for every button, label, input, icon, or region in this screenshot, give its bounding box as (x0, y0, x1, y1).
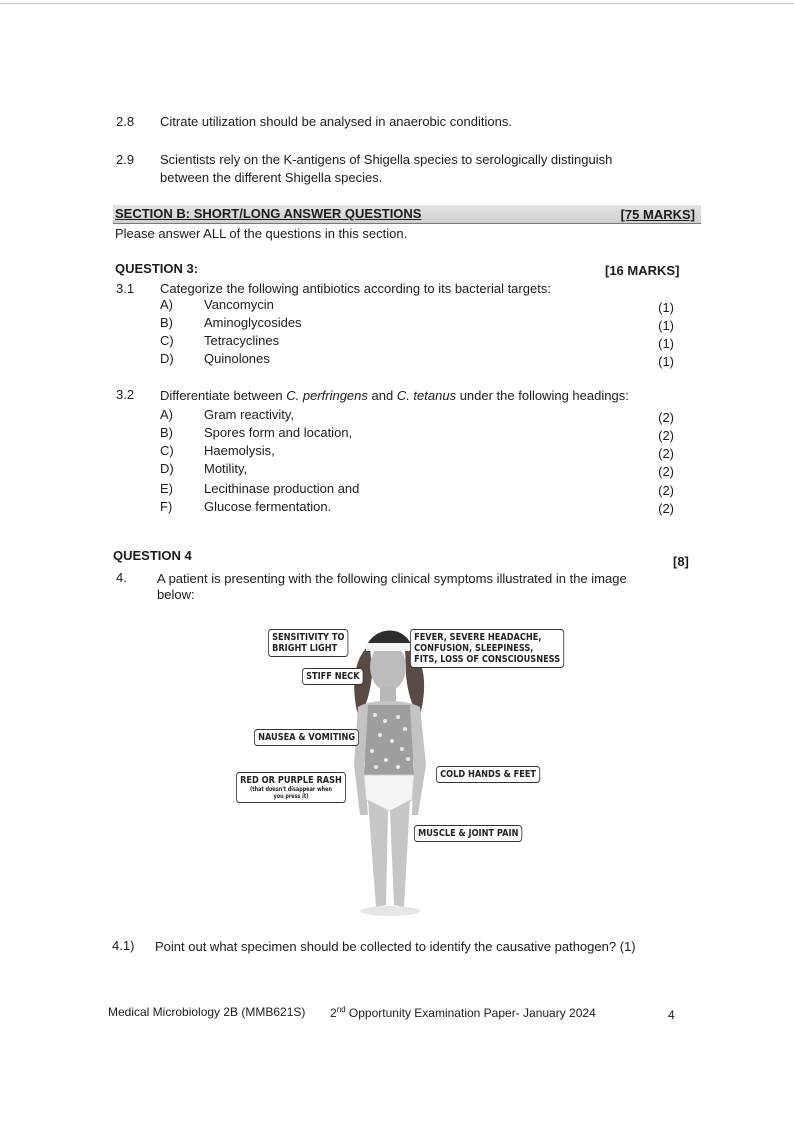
statement-text: Scientists rely on the K-antigens of Shigella species to serologically distinguish (160, 152, 613, 167)
option-mark: (2) (658, 410, 674, 425)
item-number: 4.1) (112, 938, 135, 953)
option-letter: C) (160, 443, 174, 458)
callout-nausea: NAUSEA & VOMITING (254, 729, 359, 746)
option-letter: F) (160, 499, 173, 514)
section-instruction: Please answer ALL of the questions in this section. (115, 226, 408, 241)
question-marks: [8] (673, 554, 689, 569)
callout-cold-extremities: COLD HANDS & FEET (436, 766, 540, 783)
option-letter: D) (160, 461, 174, 476)
statement-text: between the different Shigella species. (160, 170, 383, 185)
option-text: Vancomycin (204, 297, 274, 312)
option-mark: (1) (658, 336, 674, 351)
question-text: Categorize the following antibiotics according to its bacterial targets: (160, 281, 551, 296)
option-text: Glucose fermentation. (204, 499, 332, 514)
option-mark: (1) (658, 318, 674, 333)
question-text: Differentiate between C. perfringens and C. tetanus under the following headings: (160, 388, 629, 403)
item-number: 2.9 (116, 152, 135, 167)
option-mark: (2) (658, 446, 674, 461)
option-text: Aminoglycosides (204, 315, 302, 330)
option-mark: (2) (658, 501, 674, 516)
callout-fever-headache: FEVER, SEVERE HEADACHE, CONFUSION, SLEEPINESS, FITS, LOSS OF CONSCIOUSNESS (410, 629, 564, 668)
option-mark: (2) (658, 428, 674, 443)
question-text: below: (157, 587, 195, 602)
option-letter: A) (160, 407, 173, 422)
item-number: 3.1 (116, 281, 135, 296)
symptom-illustration (230, 615, 590, 920)
section-marks: [75 MARKS] (620, 207, 695, 222)
option-mark: (2) (658, 483, 674, 498)
option-letter: D) (160, 351, 174, 366)
organism-name: C. tetanus (396, 388, 457, 403)
footer-course: Medical Microbiology 2B (MMB621S) (108, 1005, 306, 1019)
item-number: 2.8 (116, 114, 135, 129)
statement-text: Citrate utilization should be analysed in anaerobic conditions. (160, 114, 512, 129)
item-number: 4. (116, 570, 127, 585)
callout-rash: RED OR PURPLE RASH (that doesn't disappear when you press it) (236, 772, 346, 803)
option-text: Quinolones (204, 351, 270, 366)
option-letter: A) (160, 297, 173, 312)
scan-top-edge (0, 3, 794, 4)
option-letter: B) (160, 315, 173, 330)
option-mark: (2) (658, 464, 674, 479)
option-text: Spores form and location, (204, 425, 353, 440)
item-number: 3.2 (116, 387, 135, 402)
callout-light-sensitivity: SENSITIVITY TO BRIGHT LIGHT (268, 629, 349, 657)
question-text: Point out what specimen should be collected to identify the causative pathogen? (1) (155, 939, 636, 954)
option-text: Motility, (204, 461, 248, 476)
option-mark: (1) (658, 354, 674, 369)
question-heading: QUESTION 4 (113, 548, 192, 563)
footer-exam: 2nd Opportunity Examination Paper- January 2024 (330, 1005, 596, 1020)
question-text: A patient is presenting with the following clinical symptoms illustrated in the image (157, 571, 627, 586)
option-letter: E) (160, 481, 173, 496)
option-text: Gram reactivity, (204, 407, 295, 422)
option-letter: B) (160, 425, 173, 440)
callout-muscle-pain: MUSCLE & JOINT PAIN (414, 825, 523, 842)
section-header (113, 205, 701, 224)
callout-stiff-neck: STIFF NECK (302, 668, 364, 685)
option-text: Haemolysis, (204, 443, 275, 458)
section-title: SECTION B: SHORT/LONG ANSWER QUESTIONS (115, 206, 422, 221)
option-text: Lecithinase production and (204, 481, 360, 496)
option-letter: C) (160, 333, 174, 348)
organism-name: C. perfringens (286, 388, 368, 403)
option-text: Tetracyclines (204, 333, 280, 348)
question-marks: [16 MARKS] (605, 263, 680, 278)
option-mark: (1) (658, 300, 674, 315)
page-number: 4 (668, 1008, 675, 1022)
question-heading: QUESTION 3: (115, 261, 199, 276)
